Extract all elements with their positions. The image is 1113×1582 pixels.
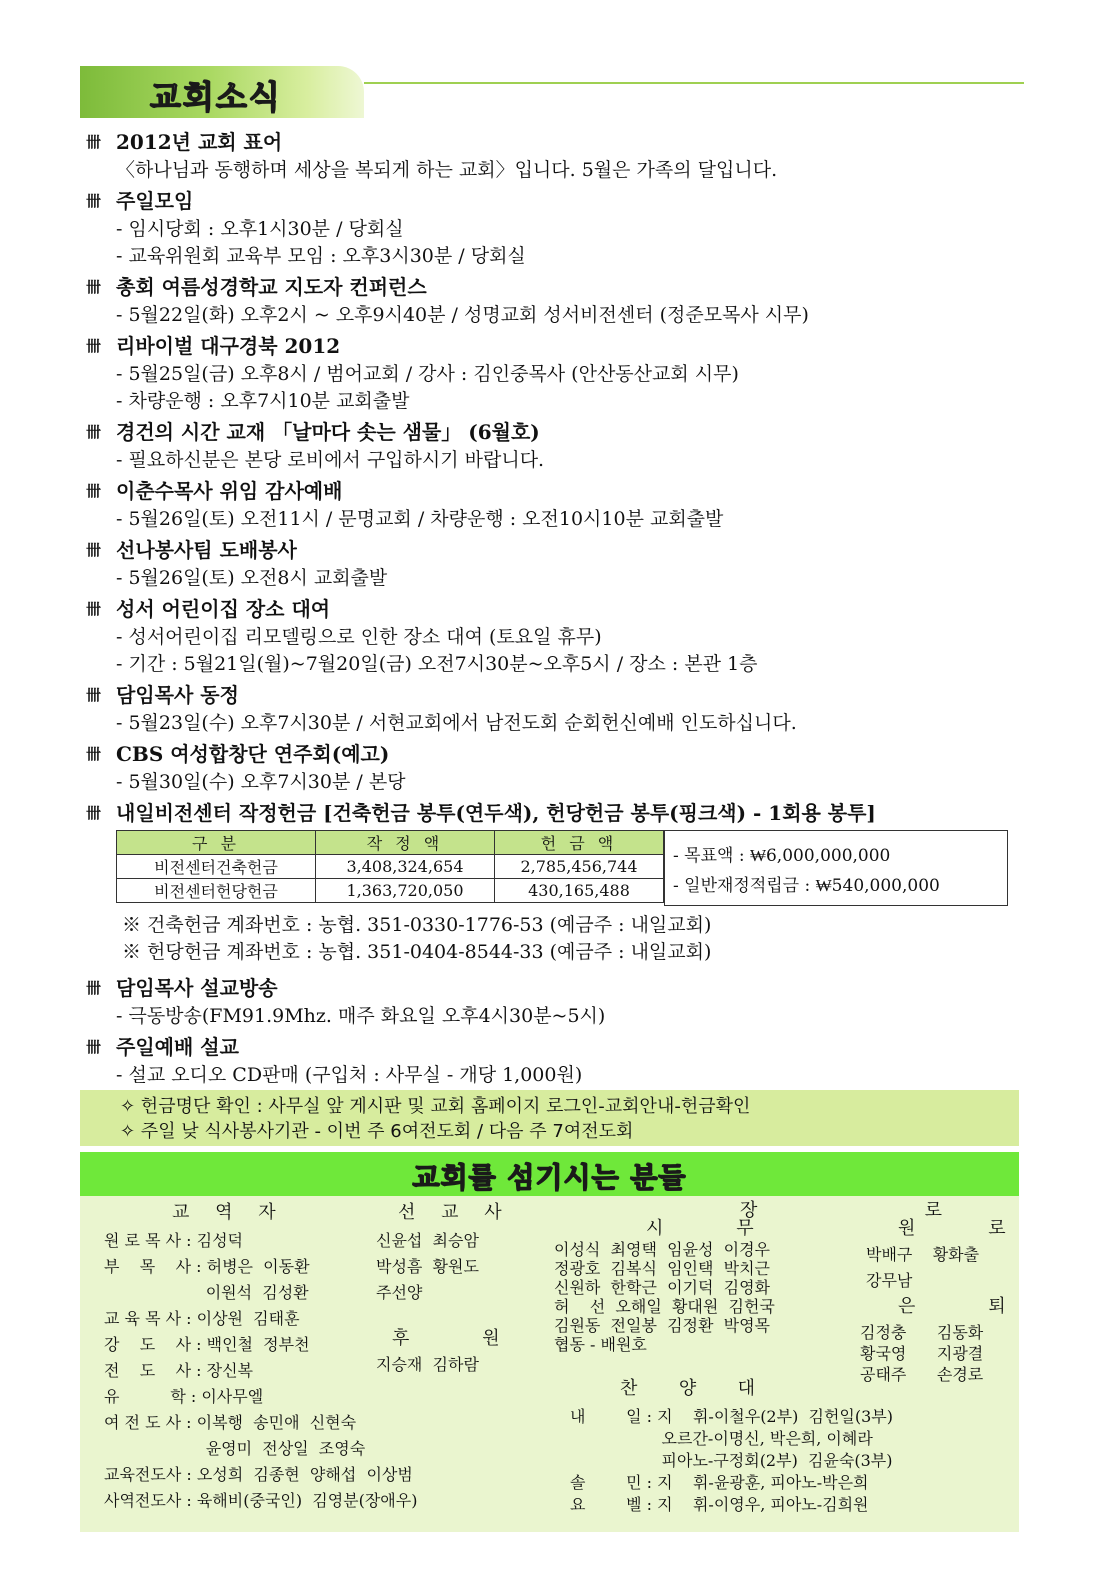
item-title-text: 내일비전센터 작정헌금 [건축헌금 봉투(연두색), 헌당헌금 봉투(핑크색) - 1회용 봉투] (116, 801, 876, 825)
table-cell: 1,363,720,050 (316, 879, 495, 903)
news-list-2 (86, 974, 1021, 1092)
item-title-text: 리바이벌 대구경북 2012 (116, 334, 341, 358)
item-title-text: 경건의 시간 교재 「날마다 솟는 샘물」 (6월호) (116, 420, 540, 444)
item-title-text: 담임목사 동정 (116, 683, 239, 707)
news-item-line: - 차량운행 : 오후7시10분 교회출발 (116, 390, 410, 412)
offering-header: 작 정 액 (316, 831, 495, 855)
table-cell: 2,785,456,744 (495, 855, 664, 879)
bullet-icon: 卌 (86, 423, 102, 441)
staff-line: 정광호 김복식 임인택 박치근 (554, 1259, 770, 1278)
staff-line: 이원석 김성환 (104, 1283, 309, 1302)
offering-table (116, 830, 664, 903)
news-item-line: - 필요하신분은 본당 로비에서 구입하시기 바랍니다. (116, 449, 545, 471)
news-item-title (86, 128, 1021, 157)
staff-line: 여 전 도 사 : 이복행 송민애 신현숙 (104, 1413, 357, 1432)
table-cell: 비전센터건축헌금 (117, 855, 316, 879)
missionary-list (376, 1228, 479, 1306)
news-item-title (86, 477, 1021, 506)
col-heading: 찬 양 대 (620, 1378, 766, 1399)
retired-elder-list (860, 1322, 983, 1385)
account-info (122, 912, 711, 966)
staff-line: 김원동 전일봉 김정환 박영목 (554, 1316, 770, 1335)
target-amount: - 목표액 : ₩6,000,000,000 (673, 846, 891, 866)
staff-line: 신윤섭 최승암 (376, 1231, 479, 1250)
reserve-amount: - 일반재정적립금 : ₩540,000,000 (673, 876, 940, 896)
support-list (376, 1352, 479, 1378)
staff-line: 이성식 최영택 임윤성 이경우 (554, 1240, 770, 1259)
header-rule (364, 82, 1024, 84)
news-item (86, 273, 1021, 329)
staff-line: 원 로 목 사 : 김성덕 (104, 1231, 244, 1250)
staff-line: 전 도 사 : 장신복 (104, 1361, 253, 1380)
news-item-line: - 기간 : 5월21일(월)~7월20일(금) 오전7시30분~오후5시 / 장소 : 본관 1층 (116, 653, 758, 675)
news-item-title (86, 595, 1021, 624)
staff-line: 피아노-구정회(2부) 김윤숙(3부) (570, 1451, 893, 1470)
news-item-line: - 임시당회 : 오후1시30분 / 당회실 (116, 218, 404, 240)
staff-line: 공태주 손경로 (860, 1365, 984, 1384)
notice-box (80, 1090, 1019, 1146)
bullet-icon: 卌 (86, 686, 102, 704)
account-line: ※ 헌당헌금 계좌번호 : 농협. 351-0404-8544-33 (예금주 : 내일교회) (122, 941, 712, 963)
news-item-title (86, 1033, 1021, 1062)
staff-line: 사역전도사 : 육해비(중국인) 김영분(장애우) (104, 1491, 418, 1510)
item-title-text: 주일모임 (116, 189, 194, 213)
news-item-line: - 5월26일(토) 오전8시 교회출발 (116, 567, 388, 589)
notice-line: ✧ 헌금명단 확인 : 사무실 앞 게시판 및 교회 홈페이지 로그인-교회안내-헌금확인 (120, 1096, 751, 1117)
col-heading: 원 로 (898, 1218, 1016, 1239)
news-item-title (86, 273, 1021, 302)
item-title-text: 성서 어린이집 장소 대여 (116, 597, 331, 621)
news-item (86, 418, 1021, 474)
staff-section (80, 1196, 1019, 1532)
staff-line: 윤영미 전상일 조영숙 (104, 1439, 366, 1458)
table-cell: 3,408,324,654 (316, 855, 495, 879)
col-heading: 교 역 자 (172, 1202, 286, 1223)
bullet-icon: 卌 (86, 337, 102, 355)
table-row (117, 855, 664, 879)
news-item-line: - 성서어린이집 리모델링으로 인한 장소 대여 (토요일 휴무) (116, 626, 602, 648)
staff-line: 강무남 (866, 1271, 913, 1290)
staff-line: 김정충 김동화 (860, 1323, 984, 1342)
news-item-line: - 교육위원회 교육부 모임 : 오후3시30분 / 당회실 (116, 245, 526, 267)
news-item-line: - 5월22일(화) 오후2시 ~ 오후9시40분 / 성명교회 성서비전센터 (정준모목사 시무) (116, 304, 809, 326)
staff-title-bar (80, 1152, 1019, 1196)
news-item (86, 332, 1021, 415)
notice-line: ✧ 주일 낮 식사봉사기관 - 이번 주 6여전도회 / 다음 주 7여전도회 (120, 1121, 634, 1142)
staff-line: 오르간-이명신, 박은희, 이혜라 (570, 1429, 873, 1448)
item-title-text: 이춘수목사 위임 감사예배 (116, 479, 343, 503)
staff-title: 교회를 섬기시는 분들 (412, 1161, 687, 1194)
offering-section (116, 830, 1008, 906)
news-item (86, 128, 1021, 184)
news-item-line: - 5월25일(금) 오후8시 / 범어교회 / 강사 : 김인중목사 (안산동산교회 시무) (116, 363, 739, 385)
offering-header: 구 분 (117, 831, 316, 855)
item-title-text: 2012년 교회 표어 (116, 130, 283, 154)
staff-line: 박성흠 황원도 (376, 1257, 479, 1276)
clergy-list (104, 1228, 417, 1514)
news-item (86, 477, 1021, 533)
bullet-icon: 卌 (86, 278, 102, 296)
bullet-icon: 卌 (86, 1038, 102, 1056)
active-elder-list (554, 1240, 775, 1354)
staff-line: 부 목 사 : 허병은 이동환 (104, 1257, 310, 1276)
news-item (86, 1033, 1021, 1089)
choir-list (570, 1406, 893, 1516)
bullet-icon: 卌 (86, 541, 102, 559)
staff-line: 강 도 사 : 백인철 정부천 (104, 1335, 310, 1354)
col-heading: 선 교 사 (398, 1202, 512, 1223)
item-title-text: 총회 여름성경학교 지도자 컨퍼런스 (116, 275, 427, 299)
col-heading: 은 퇴 (898, 1296, 1016, 1317)
item-title-text: 주일예배 설교 (116, 1035, 239, 1059)
news-item-title (86, 681, 1021, 710)
staff-line: 유 학 : 이사무엘 (104, 1387, 264, 1406)
news-item-line: - 극동방송(FM91.9Mhz. 매주 화요일 오후4시30분~5시) (116, 1005, 606, 1027)
bullet-icon: 卌 (86, 745, 102, 763)
staff-line: 요 벨 : 지 휘-이영우, 피아노-김희원 (570, 1495, 869, 1514)
offering-header: 헌 금 액 (495, 831, 664, 855)
news-item-line: - 설교 오디오 CD판매 (구입처 : 사무실 - 개당 1,000원) (116, 1064, 583, 1086)
news-item (86, 187, 1021, 270)
item-title-text: CBS 여성합창단 연주회(예고) (116, 742, 390, 766)
col-heading: 장 로 (740, 1200, 952, 1221)
col-heading: 시 무 (646, 1218, 764, 1239)
table-cell: 430,165,488 (495, 879, 664, 903)
news-item (86, 740, 1021, 796)
news-list (86, 128, 1021, 831)
staff-line: 교육전도사 : 오성희 김종현 양해섭 이상범 (104, 1465, 413, 1484)
news-item-title (86, 332, 1021, 361)
news-item-line: - 5월26일(토) 오전11시 / 문명교회 / 차량운행 : 오전10시10분 교회출발 (116, 508, 724, 530)
item-title-text: 담임목사 설교방송 (116, 976, 278, 1000)
bullet-icon: 卌 (86, 804, 102, 822)
staff-line: 주선양 (376, 1283, 423, 1302)
news-item-line: - 5월23일(수) 오후7시30분 / 서현교회에서 남전도회 순회헌신예배 인도하십니다. (116, 712, 797, 734)
news-item-line: - 5월30일(수) 오후7시30분 / 본당 (116, 771, 406, 793)
bullet-icon: 卌 (86, 600, 102, 618)
bullet-icon: 卌 (86, 133, 102, 151)
bullet-icon: 卌 (86, 482, 102, 500)
col-heading: 후 원 (392, 1328, 510, 1349)
staff-line: 지승재 김하람 (376, 1355, 479, 1374)
item-title-text: 선나봉사팀 도배봉사 (116, 538, 297, 562)
staff-line: 협동 - 배원호 (554, 1335, 647, 1354)
bullet-icon: 卌 (86, 192, 102, 210)
offering-goal-box (664, 830, 1008, 906)
staff-line: 허 선 오해일 황대원 김헌국 (554, 1297, 775, 1316)
page-title: 교회소식 (150, 78, 282, 116)
news-item (86, 974, 1021, 1030)
news-item-line: 〈하나님과 동행하며 세상을 복되게 하는 교회〉입니다. 5월은 가족의 달입니다. (116, 159, 778, 181)
news-item-title (86, 536, 1021, 565)
news-item-title (86, 740, 1021, 769)
account-line: ※ 건축헌금 계좌번호 : 농협. 351-0330-1776-53 (예금주 : 내일교회) (122, 914, 712, 936)
staff-line: 교 육 목 사 : 이상원 김태훈 (104, 1309, 300, 1328)
news-item-title (86, 418, 1021, 447)
news-item-title (86, 799, 1021, 828)
staff-line: 내 일 : 지 휘-이철우(2부) 김헌일(3부) (570, 1407, 893, 1426)
table-row (117, 879, 664, 903)
news-item-title (86, 187, 1021, 216)
staff-line: 황국영 지광결 (860, 1344, 984, 1363)
news-item (86, 536, 1021, 592)
news-item-title (86, 974, 1021, 1003)
news-item (86, 681, 1021, 737)
news-item (86, 799, 1021, 828)
news-item (86, 595, 1021, 678)
emeritus-elder-list (866, 1242, 979, 1294)
table-cell: 비전센터헌당헌금 (117, 879, 316, 903)
section-header (80, 66, 1024, 118)
staff-line: 신원하 한학근 이기덕 김영화 (554, 1278, 770, 1297)
staff-line: 박배구 황화출 (866, 1245, 980, 1264)
staff-line: 솔 민 : 지 휘-윤광훈, 피아노-박은희 (570, 1473, 869, 1492)
bullet-icon: 卌 (86, 979, 102, 997)
